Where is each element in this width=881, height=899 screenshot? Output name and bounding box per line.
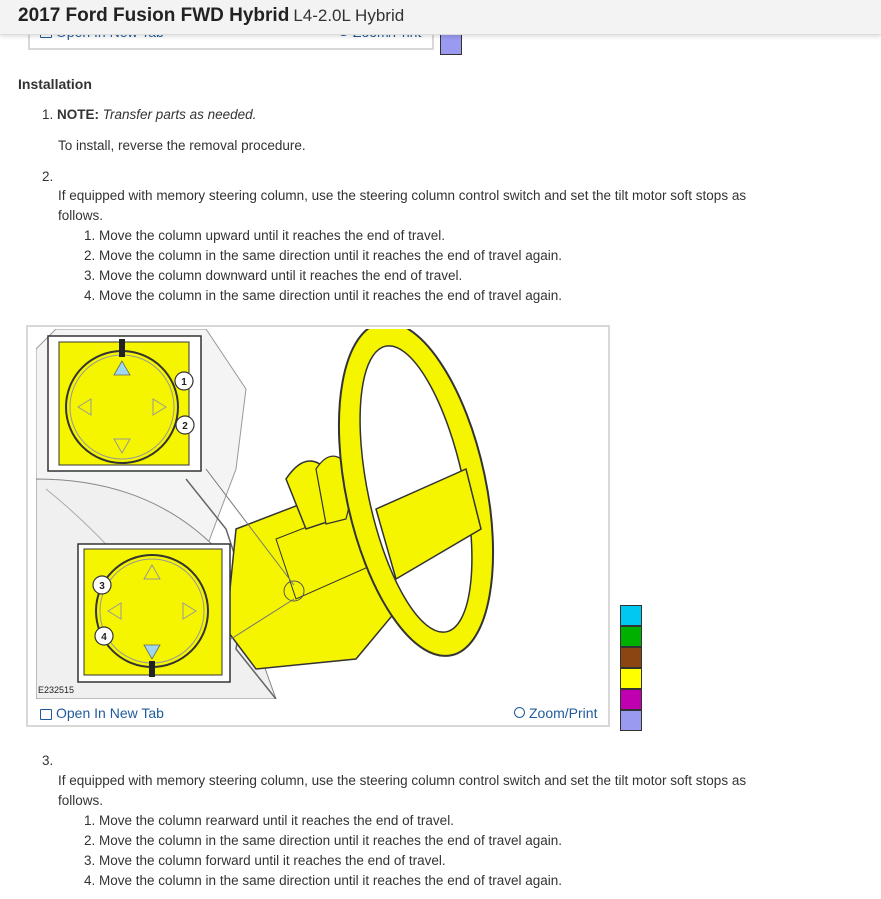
color-swatch[interactable] [620,668,642,689]
figure-image [36,329,598,699]
color-swatch[interactable] [620,626,642,647]
vehicle-model: 2017 Ford Fusion FWD Hybrid [18,5,290,26]
open-tab-icon [40,709,52,720]
zoom-icon [514,707,525,718]
color-swatch[interactable] [620,710,642,731]
steering-column-illustration [36,329,598,699]
callout-4-label: 4 [101,632,107,643]
note-text: Transfer parts as needed. [102,107,257,122]
step-3-item: 3. Move the column forward until it reaches the end of travel. [84,853,446,868]
step-2-intro-cont: follows. [58,208,104,223]
figure-zoom-label: Zoom/Print [529,705,598,721]
color-swatch[interactable] [620,605,642,626]
step-3-number: 3. [42,753,54,768]
step-2-intro: If equipped with memory steering column, use the steering column control switch and set the tilt motor soft stops as [58,188,747,203]
vehicle-title [18,5,404,27]
figure-image-id: E232515 [38,685,75,695]
step-3-item: 1. Move the column rearward until it reaches the end of travel. [84,813,454,828]
figure-zoom-link[interactable] [514,705,597,721]
note-label: NOTE: [57,107,100,122]
color-swatch[interactable] [620,647,642,668]
step-3-item: 4. Move the column in the same direction until it reaches the end of travel again. [84,873,563,888]
vehicle-engine: L4-2.0L Hybrid [293,6,405,25]
page-header [0,0,881,35]
step-2-number: 2. [42,169,54,184]
step-1-number: 1. [42,107,54,122]
section-title: Installation [18,76,92,92]
step-1-body: To install, reverse the removal procedure. [58,138,306,153]
color-swatch-top[interactable] [440,34,462,55]
figure-open-tab-label: Open In New Tab [56,705,164,721]
callout-1-label: 1 [181,377,187,388]
figure-open-tab-link[interactable] [40,705,164,721]
callout-2-label: 2 [182,421,188,432]
steering-column-figure [26,325,610,727]
color-swatch[interactable] [620,689,642,710]
step-3-intro-cont: follows. [58,793,104,808]
step-3-intro: If equipped with memory steering column, use the steering column control switch and set the tilt motor soft stops as [58,773,747,788]
step-2-item: 2. Move the column in the same direction until it reaches the end of travel again. [84,248,563,263]
callout-3-label: 3 [99,581,105,592]
step-2-item: 1. Move the column upward until it reaches the end of travel. [84,228,445,243]
step-2-item: 3. Move the column downward until it reaches the end of travel. [84,268,463,283]
step-1-note [42,105,256,125]
step-2-item: 4. Move the column in the same direction until it reaches the end of travel again. [84,288,563,303]
step-3-item: 2. Move the column in the same direction until it reaches the end of travel again. [84,833,563,848]
